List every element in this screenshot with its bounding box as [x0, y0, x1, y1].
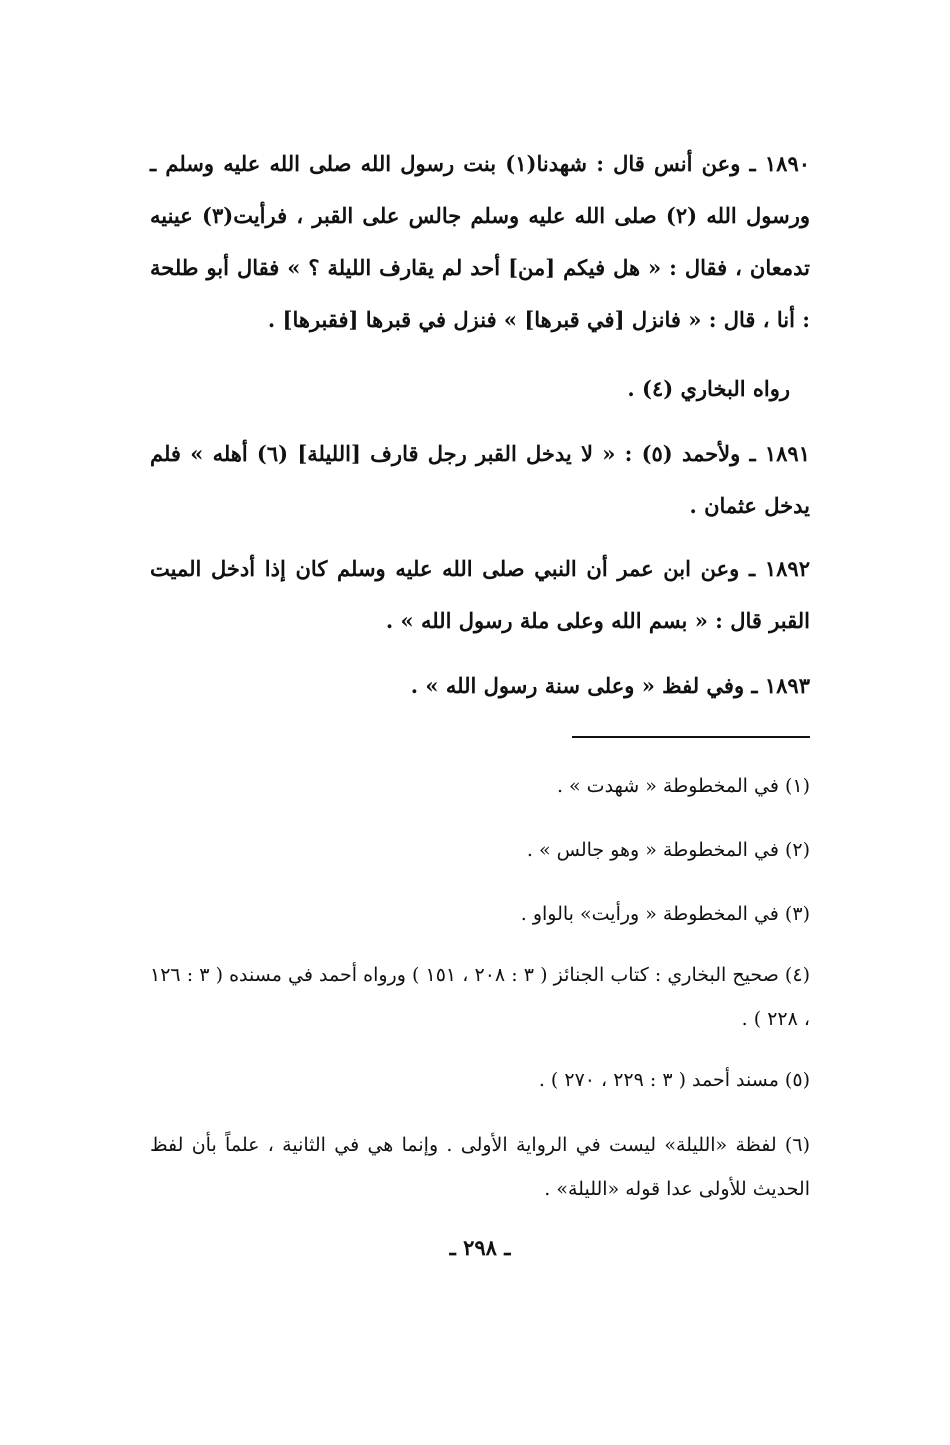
footnote-1: (١) في المخطوطة « شهدت » . [556, 775, 810, 797]
document-page [150, 138, 810, 1318]
hadith-1890: ١٨٩٠ ـ وعن أنس قال : شهدنا(١) بنت رسول الله صلى الله عليه وسلم ـ ورسول الله (٢) صلى الله عليه وسلم جالس على القبر ، فرأيت(٣) عينيه تدمعان ، فقال : « هل فيكم [من] أحد لم يقارف الليلة ؟ » فقال أبو طلحة : أنا ، قال : « فانزل [في قبرها] » فنزل في قبرها [فقبرها] . [150, 151, 811, 332]
hadith-1892: ١٨٩٢ ـ وعن ابن عمر أن النبي صلى الله عليه وسلم كان إذا أدخل الميت القبر قال : « بسم الله وعلى ملة رسول الله » . [150, 556, 810, 633]
hadith-1893: ١٨٩٣ ـ وفي لفظ « وعلى سنة رسول الله » . [410, 673, 810, 698]
footnote-divider [572, 736, 810, 738]
footnote-5: (٥) مسند أحمد ( ٣ : ٢٢٩ ، ٢٧٠ ) . [538, 1069, 810, 1091]
footnote-4: (٤) صحيح البخاري : كتاب الجنائز ( ٣ : ٢٠٨ ، ١٥١ ) ورواه أحمد في مسنده ( ٣ : ١٢٦ ، ٢٢٨ ) . [150, 964, 810, 1030]
page-number: ـ ٢٩٨ ـ [449, 1235, 511, 1260]
footnote-3: (٣) في المخطوطة « ورأيت» بالواو . [520, 903, 810, 925]
footnote-6: (٦) لفظة «الليلة» ليست في الرواية الأولى . وإنما هي في الثانية ، علماً بأن لفظ الحديث للأولى عدا قوله «الليلة» . [150, 1134, 810, 1200]
footnote-2: (٢) في المخطوطة « وهو جالس » . [526, 839, 810, 861]
hadith-1891: ١٨٩١ ـ ولأحمد (٥) : « لا يدخل القبر رجل قارف [الليلة] (٦) أهله » فلم يدخل عثمان . [150, 441, 810, 518]
narration-source: رواه البخاري (٤) . [627, 376, 790, 401]
